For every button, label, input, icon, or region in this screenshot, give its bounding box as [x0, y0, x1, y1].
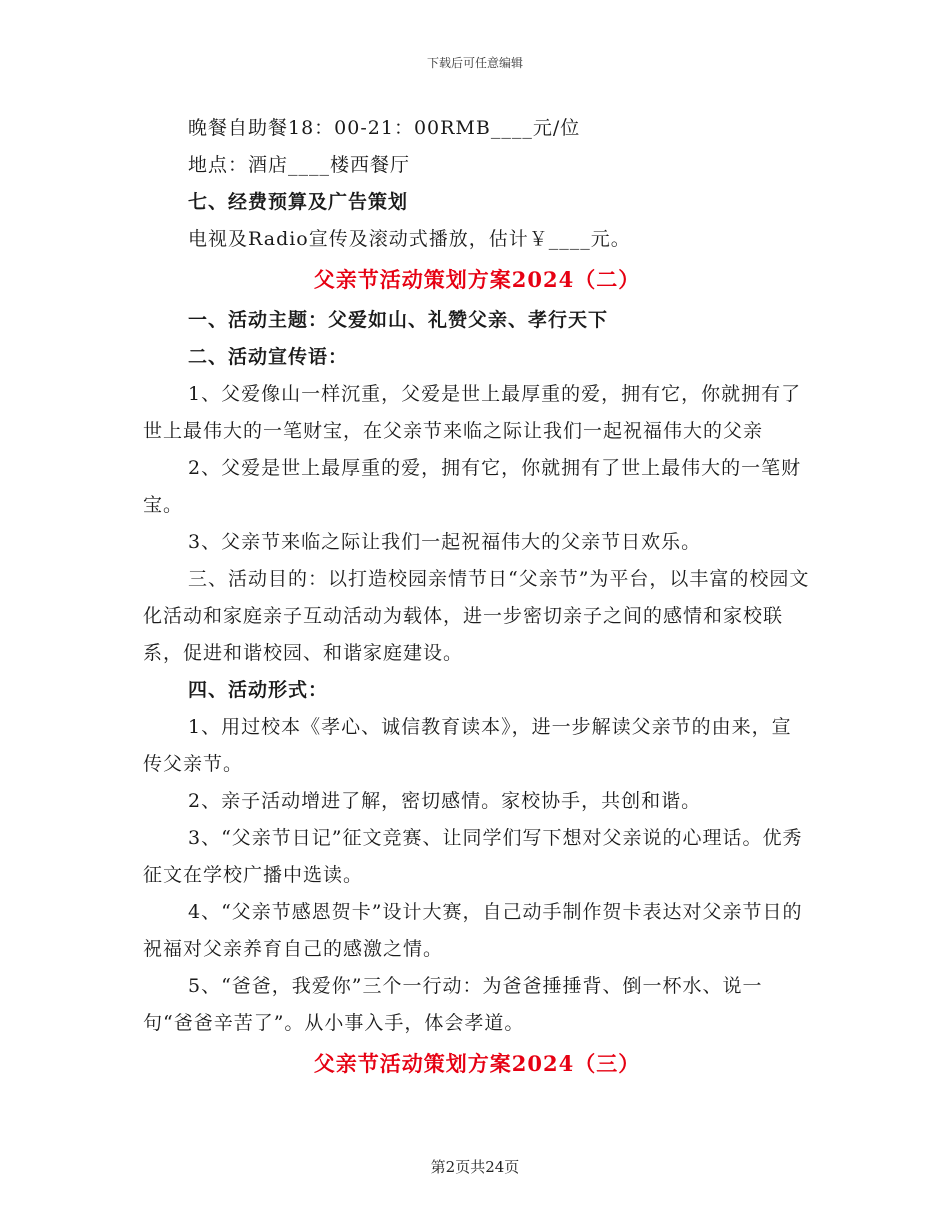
- purpose-paragraph: 三、活动目的：以打造校园亲情节日“父亲节”为平台，以丰富的校园文化活动和家庭亲子互动活动为载体，进一步密切亲子之间的感情和家校联系，促进和谐校园、和谐家庭建设。: [143, 568, 810, 664]
- plan-title-2: 父亲节活动策划方案2024（二）: [313, 267, 641, 292]
- budget-line: 电视及Radio宣传及滚动式播放，估计￥____元。: [188, 228, 631, 250]
- format-item-5: 5、“爸爸，我爱你”三个一行动：为爸爸捶捶背、倒一杯水、说一句“爸爸辛苦了”。从小事入手，体会孝道。: [143, 975, 763, 1034]
- dinner-line: 晚餐自助餐18：00-21：00RMB____元/位: [188, 117, 581, 139]
- slogan-item-1: 1、父爱像山一样沉重，父爱是世上最厚重的爱，拥有它，你就拥有了世上最伟大的一笔财宝，在父亲节来临之际让我们一起祝福伟大的父亲: [143, 383, 802, 442]
- format-item-3: 3、“父亲节日记”征文竞赛、让同学们写下想对父亲说的心理话。优秀征文在学校广播中选读。: [143, 827, 803, 886]
- section-heading-budget: 七、经费预算及广告策划: [188, 191, 409, 213]
- format-item-4: 4、“父亲节感恩贺卡”设计大赛，自己动手制作贺卡表达对父亲节日的祝福对父亲养育自己的感激之情。: [143, 901, 803, 960]
- section-heading-theme: 一、活动主题：父爱如山、礼赞父亲、孝行天下: [188, 309, 609, 331]
- section-heading-format: 四、活动形式：: [188, 679, 329, 701]
- page-header: 下载后可任意编辑: [426, 56, 523, 70]
- document-body: [143, 110, 811, 1086]
- location-line: 地点：酒店____楼西餐厅: [188, 154, 411, 176]
- format-item-2: 2、亲子活动增进了解，密切感情。家校协手，共创和谐。: [188, 790, 702, 812]
- plan-title-3: 父亲节活动策划方案2024（三）: [313, 1051, 641, 1076]
- section-heading-slogan: 二、活动宣传语：: [188, 346, 349, 368]
- slogan-item-3: 3、父亲节来临之际让我们一起祝福伟大的父亲节日欢乐。: [188, 531, 702, 553]
- page-footer: 第2页共24页: [430, 1158, 520, 1176]
- slogan-item-2: 2、父爱是世上最厚重的爱，拥有它，你就拥有了世上最伟大的一笔财宝。: [143, 457, 802, 516]
- format-item-1: 1、用过校本《孝心、诚信教育读本》，进一步解读父亲节的由来，宣传父亲节。: [143, 716, 792, 775]
